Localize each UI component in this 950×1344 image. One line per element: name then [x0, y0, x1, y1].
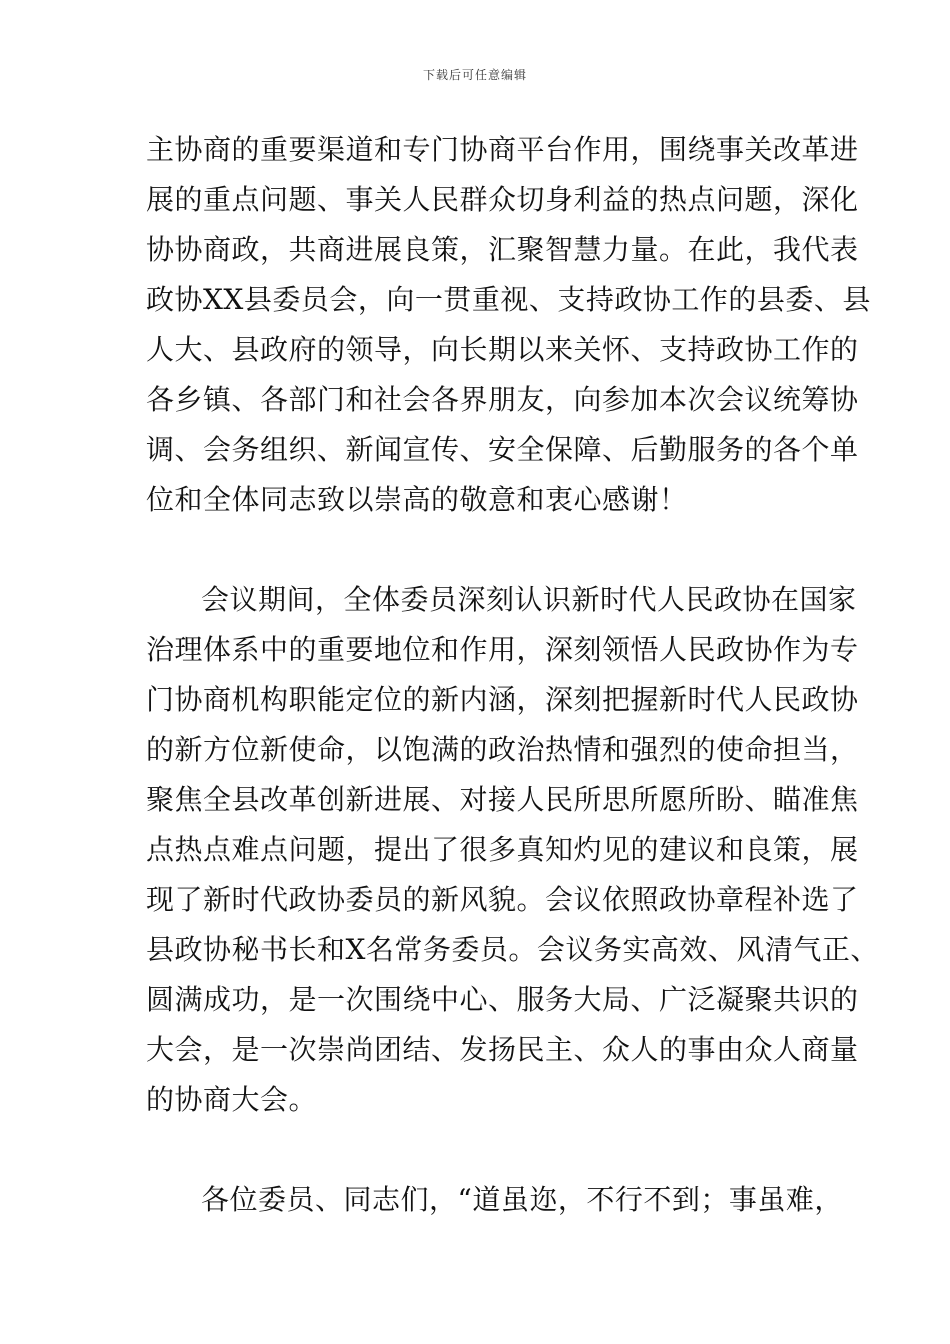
paragraph-1-line-1: 主协商的重要渠道和专门协商平台作用，围绕事关改革进 — [146, 133, 859, 166]
paragraph-2-line-3: 门协商机构职能定位的新内涵，深刻把握新时代人民政协 — [146, 683, 859, 716]
paragraph-2-line-6: 点热点难点问题，提出了很多真知灼见的建议和良策，展 — [146, 833, 859, 866]
paragraph-2-line-4: 的新方位新使命，以饱满的政治热情和强烈的使命担当， — [146, 733, 859, 766]
paragraph-1-line-4: 政协XX县委员会，向一贯重视、支持政协工作的县委、县 — [146, 283, 871, 316]
paragraph-2-line-1: 会议期间，全体委员深刻认识新时代人民政协在国家 — [201, 583, 857, 616]
paragraph-1-line-5: 人大、县政府的领导，向长期以来关怀、支持政协工作的 — [146, 333, 859, 366]
paragraph-2-line-2: 治理体系中的重要地位和作用，深刻领悟人民政协作为专 — [146, 633, 859, 666]
paragraph-2-line-11: 的协商大会。 — [146, 1083, 318, 1116]
paragraph-2-line-5: 聚焦全县改革创新进展、对接人民所思所愿所盼、瞄准焦 — [146, 783, 859, 816]
paragraph-2-line-9: 圆满成功，是一次围绕中心、服务大局、广泛凝聚共识的 — [146, 983, 859, 1016]
paragraph-2-line-7: 现了新时代政协委员的新风貌。会议依照政协章程补选了 — [146, 883, 859, 916]
paragraph-1-line-8: 位和全体同志致以崇高的敬意和衷心感谢！ — [146, 483, 688, 516]
header-note: 下载后可任意编辑 — [422, 68, 527, 82]
paragraph-1-line-2: 展的重点问题、事关人民群众切身利益的热点问题，深化 — [146, 183, 859, 216]
paragraph-2-line-10: 大会，是一次崇尚团结、发扬民主、众人的事由众人商量 — [146, 1033, 859, 1066]
paragraph-1-line-3: 协协商政，共商进展良策，汇聚智慧力量。在此，我代表 — [146, 233, 859, 266]
paragraph-3-line-1: 各位委员、同志们，“道虽迩，不行不到；事虽难， — [201, 1183, 843, 1216]
paragraph-1-line-6: 各乡镇、各部门和社会各界朋友，向参加本次会议统筹协 — [146, 383, 859, 416]
paragraph-1-line-7: 调、会务组织、新闻宣传、安全保障、后勤服务的各个单 — [146, 433, 859, 466]
paragraph-2-line-8: 县政协秘书长和X名常务委员。会议务实高效、风清气正、 — [146, 933, 879, 966]
